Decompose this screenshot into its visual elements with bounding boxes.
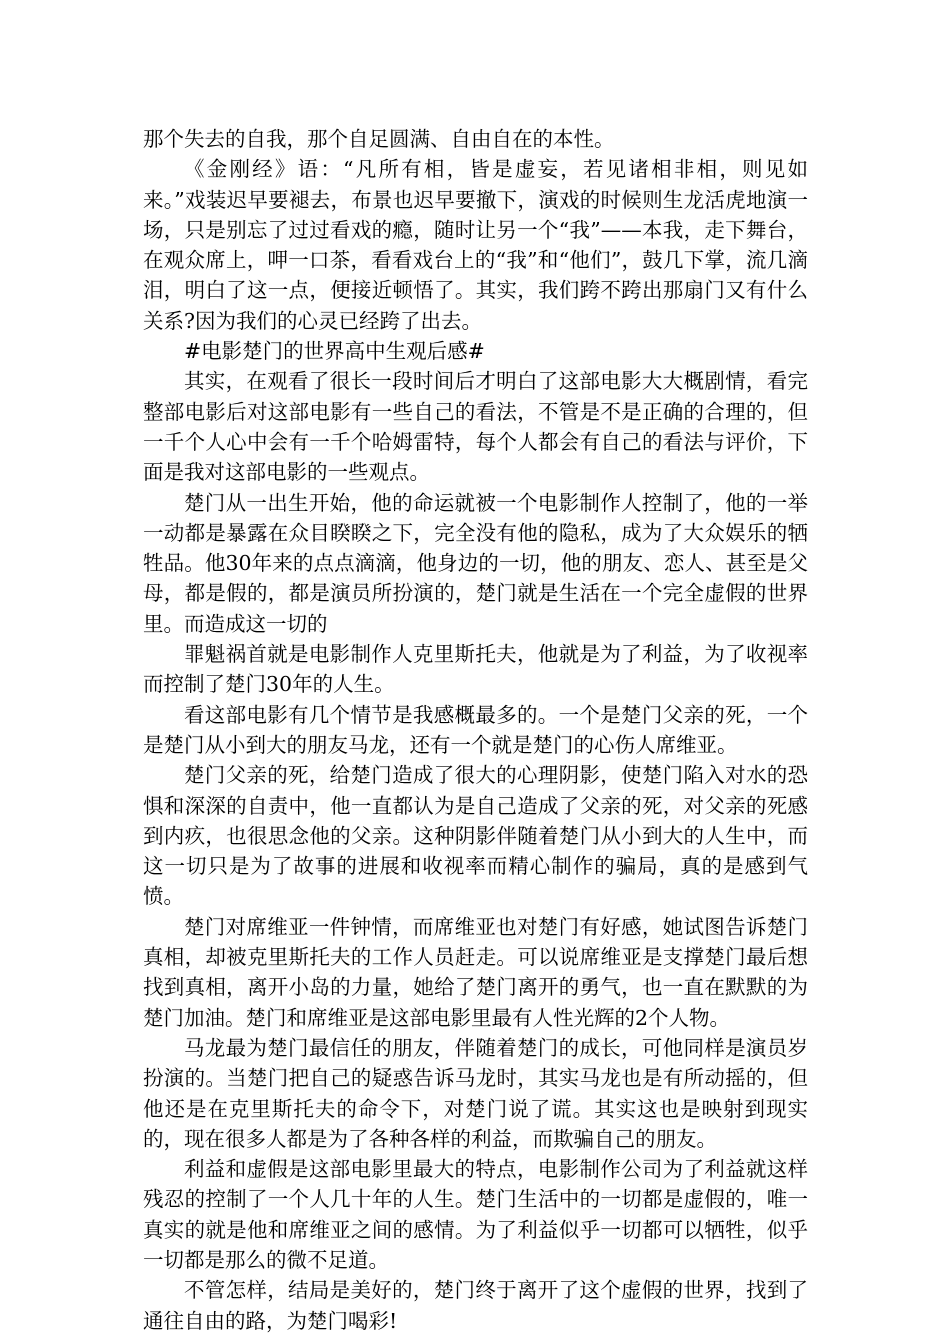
paragraph-christof: 罪魁祸首就是电影制作人克里斯托夫，他就是为了利益，为了收视率而控制了楚门30年的人生。 [143, 642, 808, 697]
paragraph-intro: 其实，在观看了很长一段时间后才明白了这部电影大大概剧情，看完整部电影后对这部电影有一些自己的看法，不管是不是正确的合理的，但一千个人心中会有一千个哈姆雷特，每个人都会有自己的看法与评价，下面是我对这部电影的一些观点。 [143, 369, 808, 485]
paragraph-ending: 不管怎样，结局是美好的，楚门终于离开了这个虚假的世界，找到了通往自由的路，为楚门喝彩! [143, 1278, 808, 1333]
paragraph-continuation: 那个失去的自我，那个自足圆满、自由自在的本性。 [143, 127, 615, 151]
paragraph-diamond-sutra-quote: 《金刚经》语：“凡所有相，皆是虚妄，若见诸相非相，则见如来。”戏装迟早要褪去，布景也迟早要撤下，演戏的时候则生龙活虎地演一场，只是别忘了过过看戏的瘾，随时让另一个“我”——本我，走下舞台，在观众席上，呷一口茶，看看戏台上的“我”和“他们”，鼓几下掌，流几滴泪，明白了这一点，便接近顿悟了。其实，我们跨不跨出那扇门又有什么关系?因为我们的心灵已经跨了出去。 [143, 157, 808, 333]
paragraph-key-scenes: 看这部电影有几个情节是我感概最多的。一个是楚门父亲的死，一个是楚门从小到大的朋友马龙，还有一个就是楚门的心伤人席维亚。 [143, 702, 808, 757]
paragraph-father-death: 楚门父亲的死，给楚门造成了很大的心理阴影，使楚门陷入对水的恐惧和深深的自责中，他一直都认为是自己造成了父亲的死，对父亲的死感到内疚，也很思念他的父亲。这种阴影伴随着楚门从小到大的人生中，而这一切只是为了故事的进展和收视率而精心制作的骗局，真的是感到气愤。 [143, 763, 808, 909]
paragraph-truman-birth: 楚门从一出生开始，他的命运就被一个电影制作人控制了，他的一举一动都是暴露在众目睽睽之下，完全没有他的隐私，成为了大众娱乐的牺牲品。他30年来的点点滴滴，他身边的一切，他的朋友、恋人、甚至是父母，都是假的，都是演员所扮演的，楚门就是生活在一个完全虚假的世界里。而造成这一切的 [143, 490, 808, 636]
paragraph-profit-falsehood: 利益和虚假是这部电影里最大的特点，电影制作公司为了利益就这样残忍的控制了一个人几十年的人生。楚门生活中的一切都是虚假的，唯一真实的就是他和席维亚之间的感情。为了利益似乎一切都可以牺牲，似乎一切都是那么的微不足道。 [143, 1157, 808, 1272]
paragraph-marlon: 马龙最为楚门最信任的朋友，伴随着楚门的成长，可他同样是演员岁扮演的。当楚门把自己的疑惑告诉马龙时，其实马龙也是有所动摇的，但他还是在克里斯托夫的命令下，对楚门说了谎。其实这也是映射到现实的，现在很多人都是为了各种各样的利益，而欺骗自己的朋友。 [143, 1035, 808, 1151]
document-page [143, 124, 808, 1336]
section-heading: #电影楚门的世界高中生观后感# [184, 339, 485, 364]
paragraph-sylvia: 楚门对席维亚一件钟情，而席维亚也对楚门有好感，她试图告诉楚门真相，却被克里斯托夫的工作人员赶走。可以说席维亚是支撑楚门最后想找到真相，离开小岛的力量，她给了楚门离开的勇气，也一直在默默的为楚门加油。楚门和席维亚是这部电影里最有人性光辉的2个人物。 [143, 914, 808, 1030]
